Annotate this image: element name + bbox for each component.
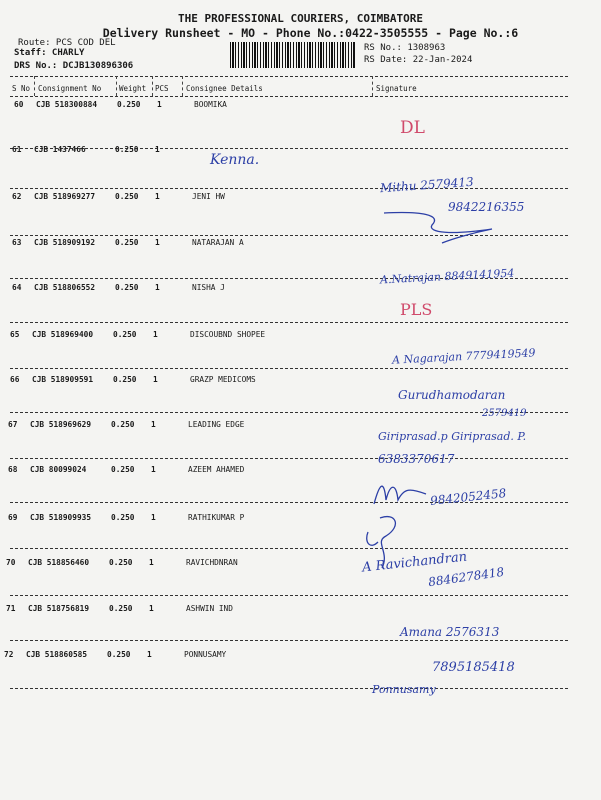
table-row: 62 CJB 518969277 0.250 1 JENI HW xyxy=(12,192,225,201)
header-top-border xyxy=(10,76,568,77)
table-row: 68 CJB 80099024 0.250 1 AZEEM AHAMED xyxy=(8,465,245,474)
col-weight: Weight xyxy=(119,84,147,93)
handwritten-pls: PLS xyxy=(400,300,433,319)
col-consignment: Consignment No xyxy=(38,84,102,93)
col-signature: Signature xyxy=(376,84,417,93)
col-sno: S No xyxy=(12,84,31,93)
table-row: 69 CJB 518909935 0.250 1 RATHIKUMAR P xyxy=(8,513,245,522)
phone-row-62: 9842216355 xyxy=(448,200,525,214)
signature-row-67b: 2579419 xyxy=(482,408,527,419)
table-row: 70 CJB 518856460 0.250 1 RAVICHDNRAN xyxy=(6,558,238,567)
rs-date: RS Date: 22-Jan-2024 xyxy=(364,55,473,65)
table-row: 66 CJB 518909591 0.250 1 GRAZP MEDICOMS xyxy=(10,375,256,384)
handwritten-dl: DL xyxy=(400,118,425,138)
signature-row-67a: Gurudhamodaran xyxy=(398,388,506,402)
table-row: 63 CJB 518909192 0.250 1 NATARAJAN A xyxy=(12,238,244,247)
table-row: 72 CJB 518860585 0.250 1 PONNUSAMY xyxy=(4,650,227,659)
signature-row-66: A Nagarajan 7779419549 xyxy=(391,346,536,367)
scribble-signature xyxy=(382,205,497,245)
signature-row-67c: Giriprasad.p Giriprasad. P. xyxy=(378,430,527,443)
phone-row-72: 7895185418 xyxy=(432,660,515,675)
rs-number: RS No.: 1308963 xyxy=(364,43,446,53)
col-consignee: Consignee Details xyxy=(186,84,263,93)
drs-number: DRS No.: DCJB130896306 xyxy=(14,61,134,71)
company-name: THE PROFESSIONAL COURIERS, COIMBATORE xyxy=(177,12,424,25)
table-row: 65 CJB 518969400 0.250 1 DISCOUBND SHOPEE xyxy=(10,330,266,339)
signature-row-72a: Amana 2576313 xyxy=(400,625,500,639)
phone-row-68: 9842052458 xyxy=(429,486,507,508)
col-pcs: PCS xyxy=(155,84,169,93)
table-row: 64 CJB 518806552 0.250 1 NISHA J xyxy=(12,283,225,292)
runsheet-title: Delivery Runsheet - MO - Phone No.:0422-3505555 - Page No.:6 xyxy=(102,26,519,40)
table-row: 67 CJB 518969629 0.250 1 LEADING EDGE xyxy=(8,420,245,429)
handwritten-kenna: Kenna. xyxy=(210,152,260,168)
header-bottom-border xyxy=(10,96,568,97)
staff-label: Staff: CHARLY xyxy=(14,48,85,58)
table-row: 60 CJB 518300884 0.250 1 BOOMIKA xyxy=(14,100,227,109)
table-row: 71 CJB 518756819 0.250 1 ASHWIN IND xyxy=(6,604,233,613)
table-row: 61 CJB 1437466 0.250 1 xyxy=(12,145,160,154)
phone-row-67: 6383370617 xyxy=(378,452,455,466)
barcode xyxy=(230,42,356,68)
scribble-signature xyxy=(370,478,430,508)
signature-row-62: Mithu 2579413 xyxy=(379,174,475,196)
route-label: Route: PCS COD DEL xyxy=(18,38,116,48)
signature-row-64: A.Natrajan 8849141954 xyxy=(379,266,515,287)
signature-row-70: A Ravichandran xyxy=(361,549,468,576)
phone-row-70: 8846278418 xyxy=(427,564,505,590)
signature-row-72c: Ponnusamy xyxy=(372,683,436,696)
